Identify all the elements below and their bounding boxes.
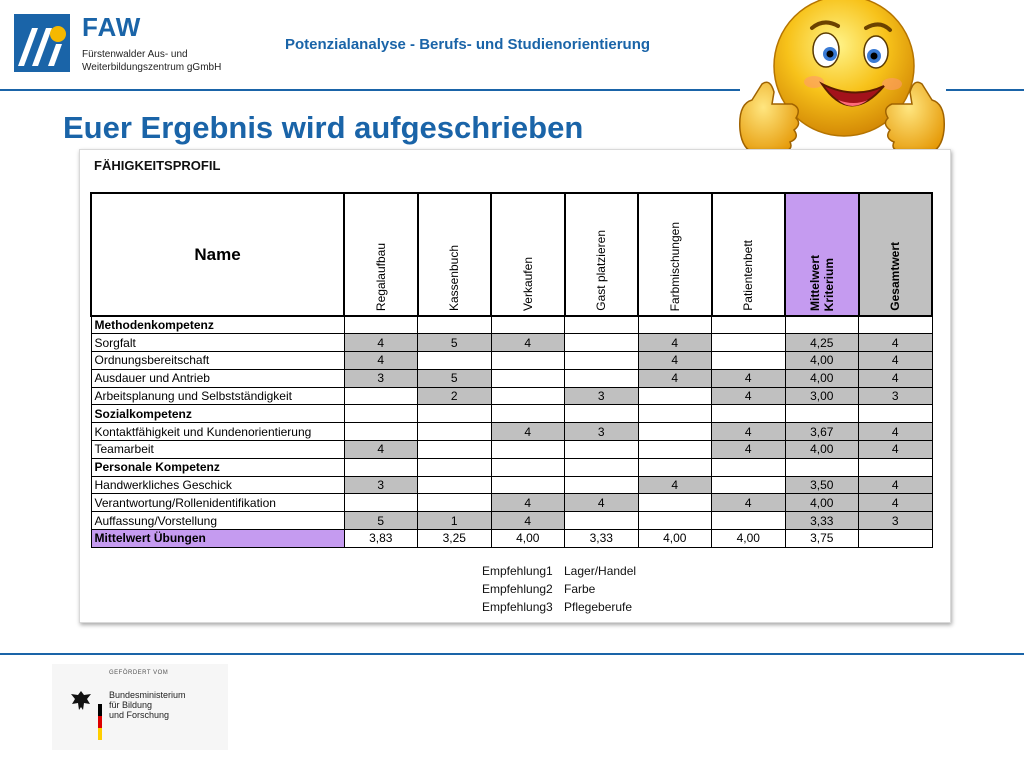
column-header-label: Gast platzieren [594,230,609,311]
recommendation-item [482,580,636,598]
section-cell [859,458,933,476]
column-header-total [859,193,933,316]
mean-cell: 4,00 [712,530,786,548]
score-cell [565,441,639,459]
score-cell: 3 [859,387,933,405]
criterion-name: Handwerkliches Geschick [91,476,344,494]
score-cell: 4 [491,512,565,530]
score-cell [638,512,712,530]
score-cell: 3 [565,387,639,405]
score-cell: 4 [565,494,639,512]
section-cell [565,405,639,423]
score-cell [638,387,712,405]
recommendation-label: Empfehlung2 [482,582,553,596]
score-cell: 4,00 [785,494,859,512]
header-divider [0,89,740,91]
section-cell [418,458,492,476]
column-header [712,193,786,316]
score-cell: 4,25 [785,334,859,352]
score-cell [344,387,418,405]
table-row [91,387,932,405]
score-cell [344,423,418,441]
column-header-label-line2: Kriterium [821,257,836,311]
brand-subtitle-line1: Fürstenwalder Aus- und [82,49,188,60]
score-cell: 4 [344,334,418,352]
score-cell [638,441,712,459]
score-cell: 4 [491,494,565,512]
section-cell [785,458,859,476]
section-cell [712,458,786,476]
column-header [344,193,418,316]
mean-row [91,530,932,548]
section-row [91,405,932,423]
column-header-label: Gesamtwert [888,242,903,311]
criterion-name: Ordnungsbereitschaft [91,352,344,370]
score-cell: 4 [859,423,933,441]
score-cell [565,476,639,494]
criterion-name: Ausdauer und Antrieb [91,369,344,387]
table-row [91,494,932,512]
table-row [91,334,932,352]
score-cell: 4 [712,494,786,512]
score-cell [638,423,712,441]
score-cell [638,494,712,512]
column-header [491,193,565,316]
score-cell: 4 [859,441,933,459]
score-cell: 4 [491,334,565,352]
table-row [91,476,932,494]
table-row [91,441,932,459]
section-cell [344,405,418,423]
section-cell [712,316,786,334]
funder-name-line2: für Bildung [109,700,153,710]
section-cell [344,316,418,334]
score-cell: 4 [491,423,565,441]
recommendation-item [482,598,636,616]
section-cell [344,458,418,476]
score-cell [418,441,492,459]
score-cell [712,352,786,370]
section-cell [712,405,786,423]
table-row [91,423,932,441]
score-cell: 4 [344,441,418,459]
mean-cell: 4,00 [638,530,712,548]
header-divider-right [946,89,1024,91]
funder-caption: GEFÖRDERT VOM [109,670,169,676]
score-cell: 4 [638,334,712,352]
section-label: Sozialkompetenz [91,405,344,423]
score-cell [565,352,639,370]
section-cell [785,405,859,423]
score-cell: 3,33 [785,512,859,530]
recommendations [482,562,636,616]
slide-title: Euer Ergebnis wird aufgeschrieben [63,110,584,145]
score-cell: 4 [712,423,786,441]
section-cell [491,405,565,423]
funder-name [109,690,186,720]
score-cell [712,334,786,352]
recommendation-value: Pflegeberufe [564,600,633,614]
score-cell: 5 [344,512,418,530]
column-header [565,193,639,316]
criterion-name: Teamarbeit [91,441,344,459]
table-row [91,512,932,530]
faw-logo-icon [14,14,70,72]
score-cell [491,476,565,494]
funder-name-line3: und Forschung [109,710,170,720]
score-cell: 4,00 [785,441,859,459]
score-cell [418,423,492,441]
score-cell: 1 [418,512,492,530]
score-cell: 4 [859,494,933,512]
score-cell: 4 [712,369,786,387]
thumbs-up-smiley-icon [734,0,950,166]
section-cell [859,405,933,423]
section-row [91,458,932,476]
mean-cell: 4,00 [491,530,565,548]
score-cell [344,494,418,512]
mean-cell: 3,83 [344,530,418,548]
mean-cell: 3,33 [565,530,639,548]
score-cell: 4 [859,369,933,387]
recommendation-value: Farbe [564,582,596,596]
recommendation-label: Empfehlung3 [482,600,553,614]
name-header: Name [91,193,344,316]
score-cell: 5 [418,334,492,352]
column-header [638,193,712,316]
score-cell: 5 [418,369,492,387]
score-cell [491,369,565,387]
column-header [418,193,492,316]
profile-card [79,149,951,623]
score-cell [712,512,786,530]
column-header-label: Mittelwert [807,254,822,311]
table-row [91,352,932,370]
column-header-label: Kassenbuch [447,244,462,311]
score-cell: 4 [712,441,786,459]
score-cell: 3 [344,369,418,387]
column-header-label: Verkaufen [520,256,535,311]
mean-cell: 3,75 [785,530,859,548]
section-cell [565,458,639,476]
score-cell [491,441,565,459]
column-header-criterion [785,193,859,316]
brand-subtitle [82,48,252,74]
score-cell: 3 [344,476,418,494]
recommendation-label: Empfehlung1 [482,564,553,578]
score-cell [712,476,786,494]
recommendation-value: Lager/Handel [564,564,637,578]
score-cell: 3,00 [785,387,859,405]
section-cell [418,316,492,334]
section-row [91,316,932,334]
score-cell: 4,00 [785,369,859,387]
score-cell [565,512,639,530]
score-cell: 4 [638,352,712,370]
score-cell: 4 [638,369,712,387]
table-row [91,369,932,387]
table-header-row [91,193,932,316]
score-cell [491,387,565,405]
criterion-name: Kontaktfähigkeit und Kundenorientierung [91,423,344,441]
score-cell: 2 [418,387,492,405]
score-cell [565,369,639,387]
profile-title: FÄHIGKEITSPROFIL [94,158,221,173]
score-cell: 4 [712,387,786,405]
funder-logo [52,664,228,750]
section-cell [565,316,639,334]
section-cell [785,316,859,334]
score-cell: 3 [565,423,639,441]
criterion-name: Arbeitsplanung und Selbstständigkeit [91,387,344,405]
federal-eagle-icon [68,688,94,714]
header-title: Potenzialanalyse - Berufs- und Studienorientierung [285,36,651,53]
profile-table [90,192,933,548]
empty-cell [859,530,933,548]
score-cell [418,494,492,512]
mean-row-label: Mittelwert Übungen [91,530,344,548]
brand-subtitle-line2: Weiterbildungszentrum gGmbH [82,62,222,73]
footer-divider [0,653,1024,655]
mean-cell: 3,25 [418,530,492,548]
score-cell: 4 [859,334,933,352]
criterion-name: Auffassung/Vorstellung [91,512,344,530]
score-cell [418,476,492,494]
score-cell: 4 [638,476,712,494]
score-cell: 4 [859,352,933,370]
score-cell: 3 [859,512,933,530]
column-header-label: Regalaufbau [373,242,388,311]
german-flag-icon [98,704,102,740]
criterion-name: Sorgfalt [91,334,344,352]
brand-name: FAW [82,12,142,42]
section-cell [859,316,933,334]
table-body [91,316,932,547]
section-cell [491,316,565,334]
column-header-label: Farbmischungen [667,221,682,311]
score-cell: 3,67 [785,423,859,441]
score-cell [491,352,565,370]
score-cell: 4 [344,352,418,370]
section-cell [638,405,712,423]
recommendation-item [482,562,636,580]
section-label: Methodenkompetenz [91,316,344,334]
section-cell [418,405,492,423]
score-cell [418,352,492,370]
funder-name-line1: Bundesministerium [109,690,186,700]
section-cell [638,458,712,476]
score-cell [565,334,639,352]
score-cell: 4,00 [785,352,859,370]
score-cell: 3,50 [785,476,859,494]
section-cell [491,458,565,476]
score-cell: 4 [859,476,933,494]
criterion-name: Verantwortung/Rollenidentifikation [91,494,344,512]
section-cell [638,316,712,334]
section-label: Personale Kompetenz [91,458,344,476]
column-header-label: Patientenbett [741,240,756,311]
